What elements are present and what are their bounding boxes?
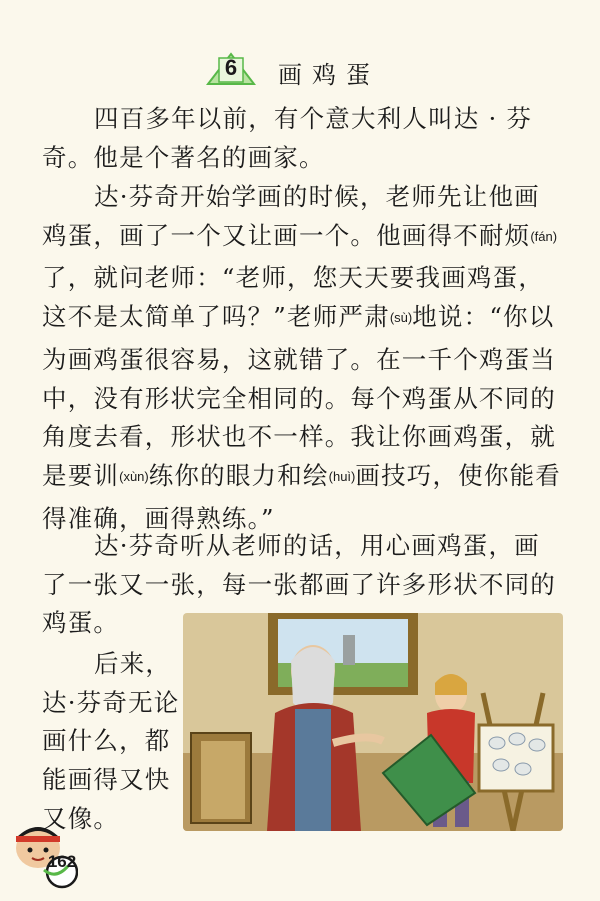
paragraph-2 — [42, 178, 562, 538]
lesson-number: 6 — [224, 55, 238, 80]
paragraph-1: 四百多年以前，有个意大利人叫达 · 芬奇。他是个著名的画家。 — [42, 104, 533, 172]
page-number: 162 — [47, 852, 77, 871]
paragraph-2-text-d: 练你的眼力和绘 — [148, 460, 329, 490]
lesson-heading — [0, 52, 600, 92]
paragraph-2-text-c: 地说：“你以为画鸡蛋很容易，这就错了。在一千个鸡蛋当中，没有形状完全相同的。每个鸡蛋从不同的角度去看，形状也不一样。我让你画鸡蛋，就是要训 — [42, 302, 556, 490]
pinyin-fan: (fán) — [530, 228, 558, 244]
illustration-teacher-and-student — [183, 613, 563, 831]
paragraph-3: 达·芬奇听从老师的话，用心画鸡蛋，画了一张又一张，每一张都画了许多形状不同的鸡蛋。 — [42, 531, 556, 638]
pinyin-hui: (huì) — [328, 468, 356, 484]
paragraph-2-text-e: 画技巧，使你能看得准确，画得熟练。” — [42, 460, 561, 533]
pinyin-su: (sù) — [389, 310, 413, 326]
pinyin-xun: (xùn) — [119, 468, 149, 484]
lesson-title: 画鸡蛋 — [278, 61, 380, 89]
paragraph-4: 后来，达·芬奇无论画什么，都能画得又快又像。 — [42, 649, 180, 833]
paragraph-2-text-b: 了，就问老师：“老师，您天天要我画鸡蛋，这不是太简单了吗？”老师严肃 — [42, 263, 545, 332]
paragraph-2-text-a: 达·芬奇开始学画的时候，老师先让他画鸡蛋，画了一个又让画一个。他画得不耐烦 — [42, 182, 540, 250]
